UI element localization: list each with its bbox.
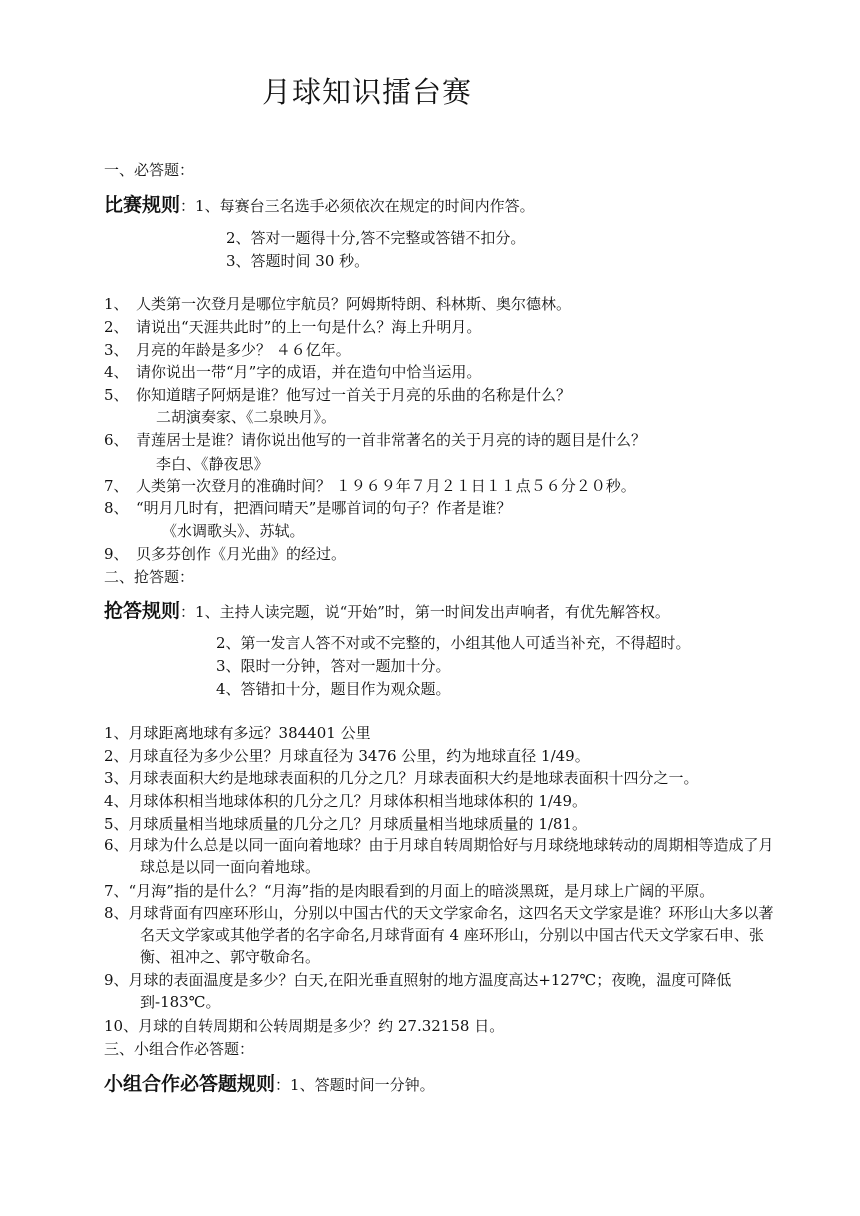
section3-rule-colon: ：	[275, 1076, 291, 1094]
question-item: 5、月球质量相当地球质量的几分之几？月球质量相当地球质量的 1/81。	[104, 815, 587, 833]
question-item: 3、月球表面积大约是地球表面积的几分之几？月球表面积大约是地球表面积十四分之一。	[104, 769, 699, 787]
section3-rule-label: 小组合作必答题规则	[104, 1073, 276, 1095]
section2-rule-3: 3、限时一分钟，答对一题加十分。	[216, 657, 451, 675]
question-answer: 《水调歌头》、苏轼。	[162, 522, 305, 540]
page-title: 月球知识擂台赛	[262, 75, 473, 109]
question-item: 2、月球直径为多少公里？月球直径为 3476 公里，约为地球直径 1/49。	[104, 747, 590, 765]
section3-heading: 三、小组合作必答题：	[104, 1040, 255, 1058]
question-item: 9、月球的表面温度是多少？白天,在阳光垂直照射的地方温度高达+127℃；夜晚，温度可降低到-183℃。	[104, 971, 732, 1011]
question-item: 6、 青莲居士是谁？请你说出他写的一首非常著名的关于月亮的诗的题目是什么？	[104, 431, 647, 449]
section3-rule-line-1	[104, 1072, 435, 1097]
question-item: 2、 请说出“天涯共此时”的上一句是什么？海上升明月。	[104, 318, 482, 336]
question-answer: 二胡演奏家、《二泉映月》。	[156, 408, 337, 426]
question-item: 7、“月海”指的是什么？“月海”指的是肉眼看到的月面上的暗淡黑斑，是月球上广阔的平原。	[104, 882, 715, 900]
question-item: 3、 月亮的年龄是多少？ ４６亿年。	[104, 341, 351, 359]
question-item: 5、 你知道瞎子阿炳是谁？他写过一首关于月亮的乐曲的名称是什么？	[104, 386, 572, 404]
section2-rule-colon: ：	[180, 603, 196, 621]
section2-heading: 二、抢答题：	[104, 568, 195, 586]
section1-heading: 一、必答题：	[104, 161, 195, 179]
section2-rule-4: 4、答错扣十分，题目作为观众题。	[216, 680, 451, 698]
question-item: 1、 人类第一次登月是哪位宇航员？阿姆斯特朗、科林斯、奥尔德林。	[104, 295, 572, 313]
question-item: 4、 请你说出一带“月”字的成语，并在造句中恰当运用。	[104, 363, 482, 381]
question-answer: 李白、《静夜思》	[156, 455, 269, 473]
question-item: 6、月球为什么总是以同一面向着地球？由于月球自转周期恰好与月球绕地球转动的周期相等造成了月球总是以同一面向着地球。	[104, 836, 774, 876]
section2-rule-1: 1、主持人读完题，说“开始”时，第一时间发出声响者，有优先解答权。	[195, 603, 670, 621]
section2-rule-2: 2、第一发言人答不对或不完整的，小组其他人可适当补充，不得超时。	[216, 634, 691, 652]
question-item: 10、月球的自转周期和公转周期是多少？约 27.32158 日。	[104, 1017, 505, 1035]
section1-rule-line-1	[104, 193, 535, 218]
question-item: 8、 “明月几时有，把酒问晴天”是哪首词的句子？作者是谁？	[104, 499, 512, 517]
section3-rule-1: 1、答题时间一分钟。	[290, 1076, 435, 1094]
section1-rule-label: 比赛规则	[104, 194, 181, 216]
question-item: 8、月球背面有四座环形山，分别以中国古代的天文学家命名，这四名天文学家是谁？环形山大多以著名天文学家或其他学者的名字命名,月球背面有 4 座环形山，分别以中国古代天文学家石申、张衡、祖冲之、郭守敬命名。	[104, 904, 774, 966]
section1-rule-2: 2、答对一题得十分,答不完整或答错不扣分。	[226, 229, 526, 247]
section2-rule-line-1	[104, 599, 670, 624]
section1-rule-1: 1、每赛台三名选手必须依次在规定的时间内作答。	[195, 197, 535, 215]
question-item: 1、月球距离地球有多远？384401 公里	[104, 724, 371, 742]
section1-rule-3: 3、答题时间 30 秒。	[226, 252, 370, 270]
section1-rule-colon: ：	[180, 197, 196, 215]
question-item: 7、 人类第一次登月的准确时间？ １９６９年７月２１日１１点５６分２０秒。	[104, 477, 636, 495]
question-item: 4、月球体积相当地球体积的几分之几？月球体积相当地球体积的 1/49。	[104, 792, 587, 810]
question-item: 9、 贝多芬创作《月光曲》的经过。	[104, 545, 347, 563]
section2-rule-label: 抢答规则	[104, 600, 181, 622]
